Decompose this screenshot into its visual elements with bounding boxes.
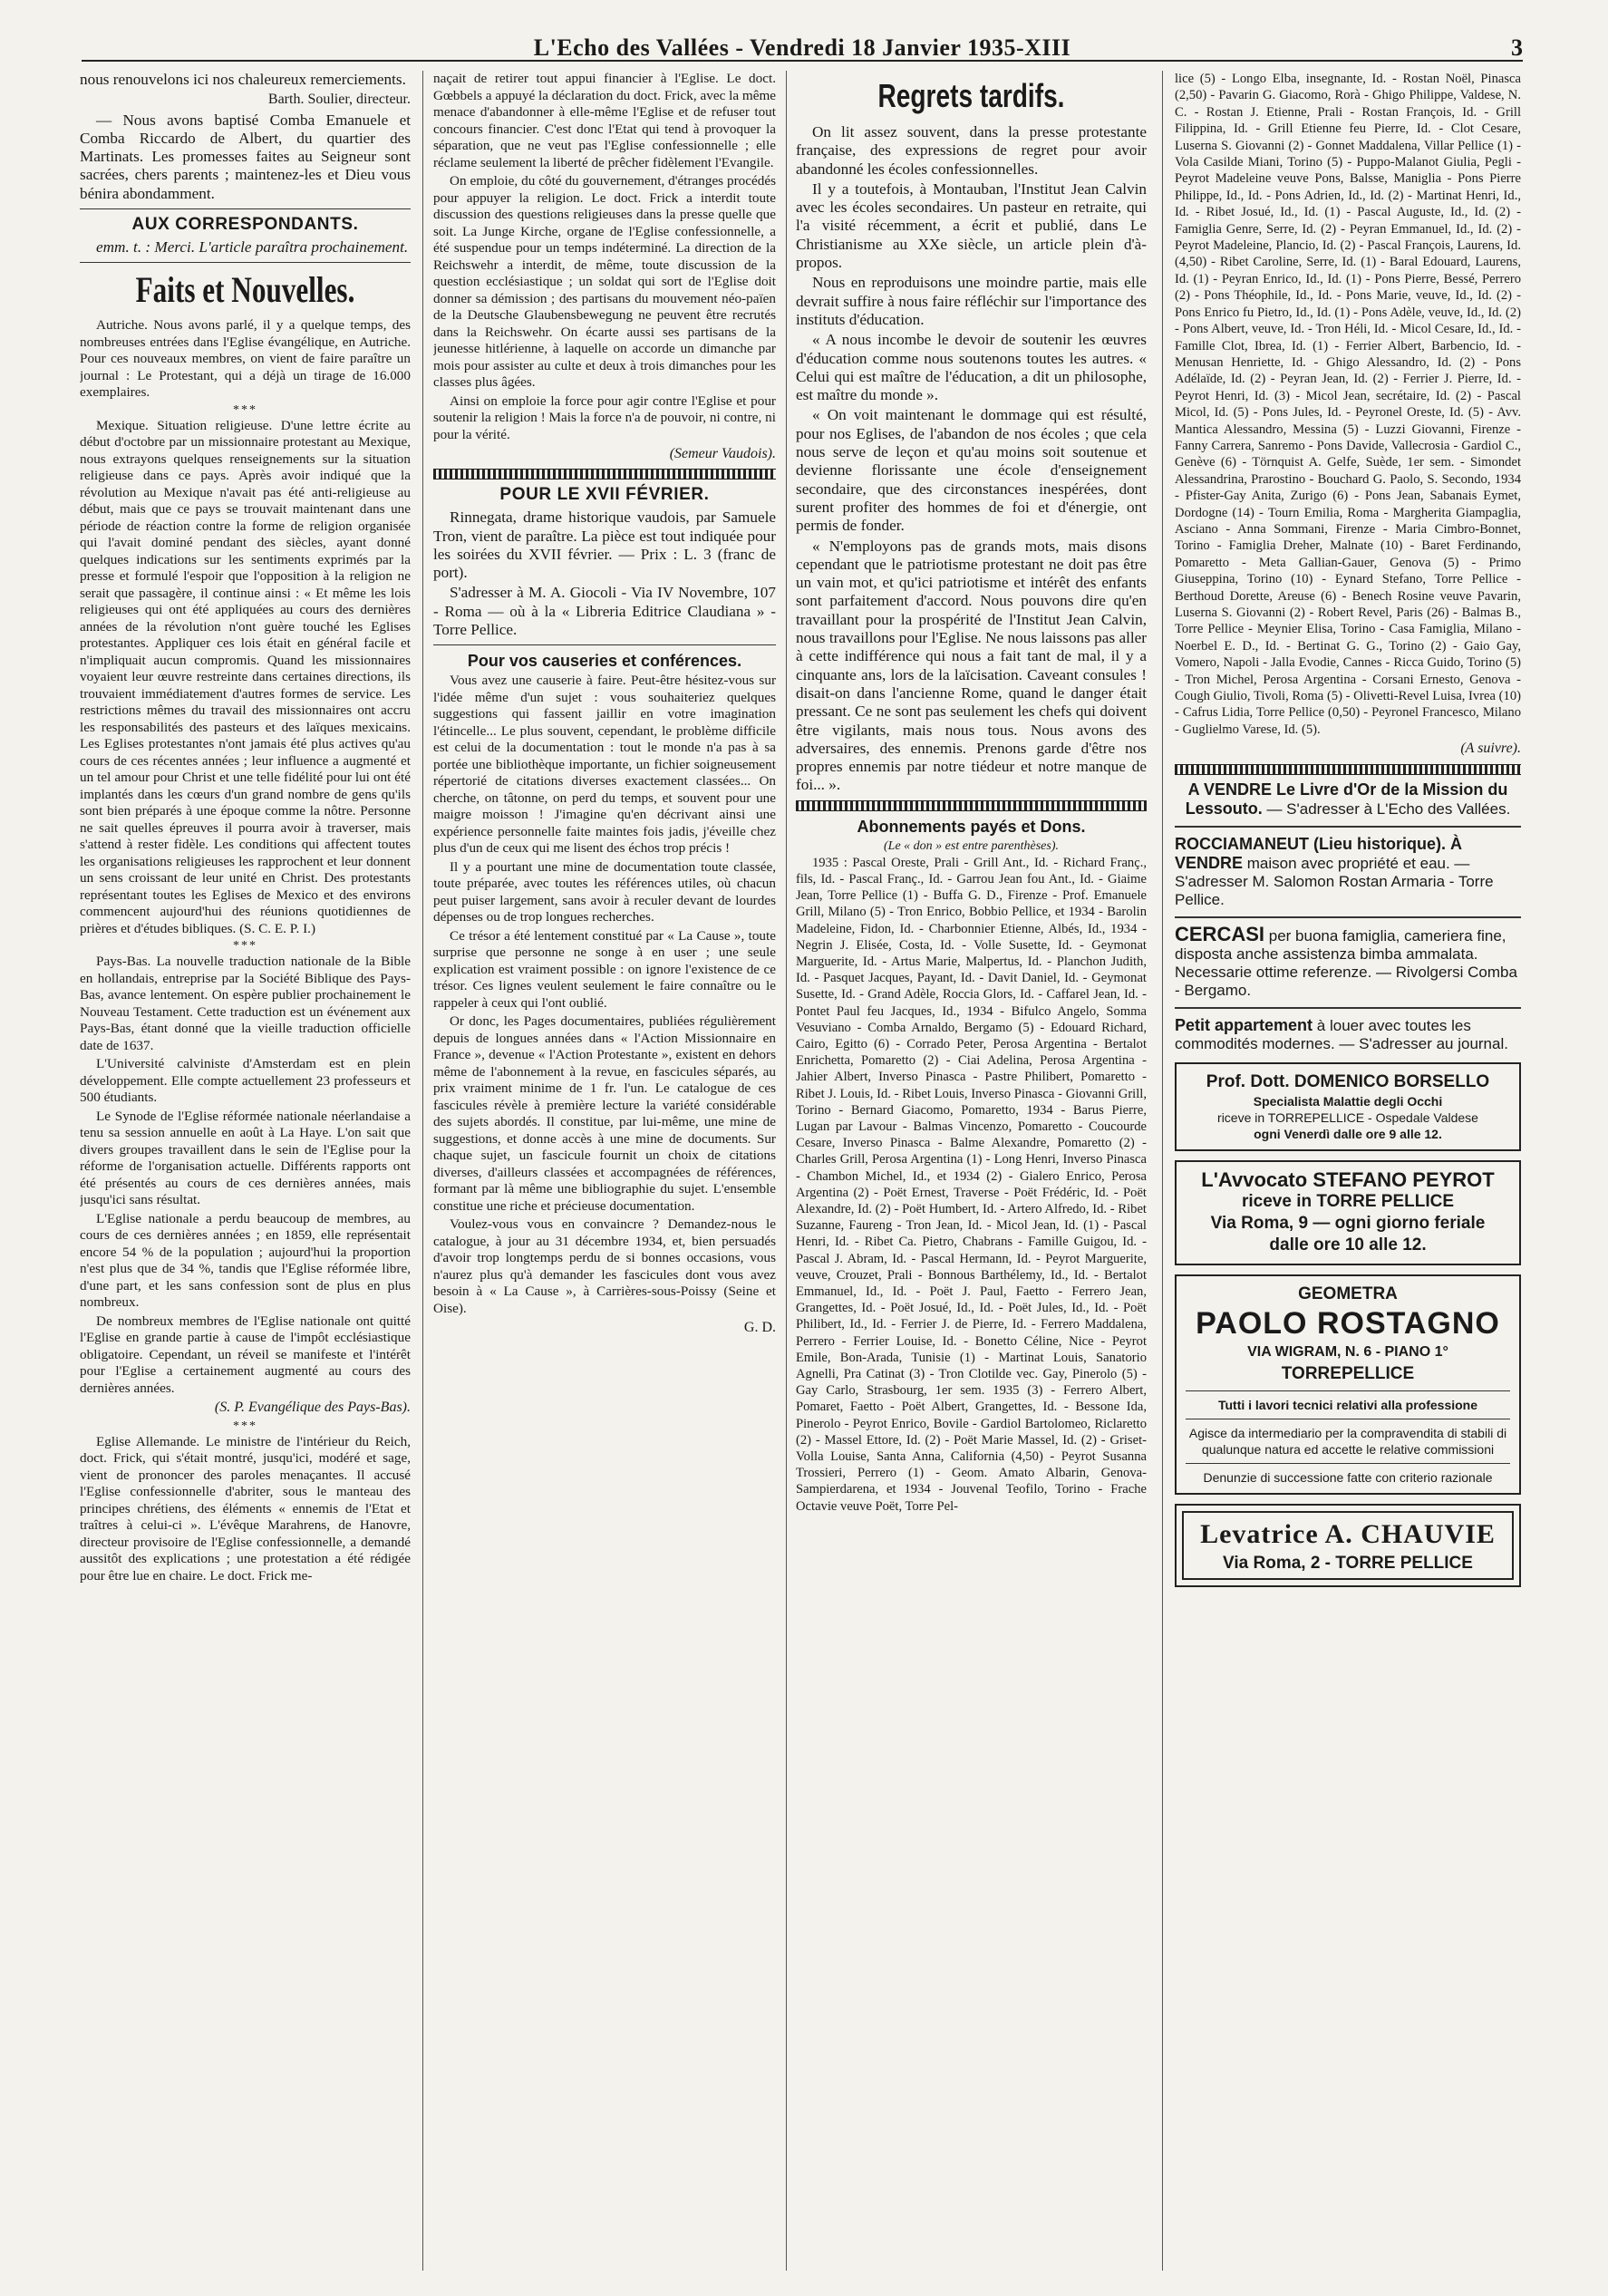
ad-text: à louer avec toutes les commodités modernes. — S'adresser au journal. — [1175, 1016, 1508, 1052]
ad-borsello — [1175, 1062, 1521, 1151]
ad-line: ogni Venerdì dalle ore 9 alle 12. — [1254, 1126, 1442, 1141]
column-divider — [422, 71, 423, 2271]
separator — [1186, 1390, 1510, 1391]
ad-line: GEOMETRA — [1298, 1284, 1398, 1303]
classified-ad — [1175, 1016, 1521, 1053]
column-2 — [433, 71, 776, 2271]
paragraph: Il y a toutefois, à Montauban, l'Institut Jean Calvin avec les écoles secondaires. Un pasteur en retraite, qui l'a visité récemment, a écrit et publié, dans Le Christianisme au XXe siècle, un article plein d'à-propos. — [796, 179, 1147, 272]
column-divider — [1162, 71, 1163, 2271]
separator — [433, 644, 776, 645]
section-heading: POUR LE XVII FÉVRIER. — [499, 485, 710, 505]
ad-text: — S'adresser à L'Echo des Vallées. — [1266, 799, 1511, 818]
page-number: 3 — [1511, 34, 1523, 61]
ad-line: TORREPELLICE — [1281, 1363, 1415, 1383]
ornamental-rule — [433, 469, 776, 480]
ornamental-rule — [1175, 764, 1521, 775]
ad-text: maison avec propriété et eau. — S'adresser M. Salomon Rostan Armaria - Torre Pellice. — [1175, 854, 1494, 908]
paragraph: On lit assez souvent, dans la presse protestante française, des expressions de regret pour avoir abandonné les écoles confessionnelles. — [796, 123, 1147, 178]
paragraph: Rinnegata, drame historique vaudois, par Samuele Tron, vient de paraître. La pièce est tout indiquée pour les soirées du XVII février. — Prix : L. 3 (franc de port). — [433, 509, 776, 582]
signature: (Semeur Vaudois). — [669, 446, 776, 461]
ad-line: dalle ore 10 alle 12. — [1269, 1235, 1427, 1255]
ad-title: Petit appartement — [1175, 1015, 1313, 1034]
donations-list: 1935 : Pascal Oreste, Prali - Grill Ant., Id. - Richard Franç., fils, Id. - Pascal Franç., Id. - Garrou Jean fou Ant., Id. - Giaime Jean, Torre Pellice (1) - Buffa G. D., Firenze - Prof. Emanuele Grill, Milano (5) - Tron Enrico, Bobbio Pellice, et 1934 - Barolin Madeleine, Fidon, Id. - Charbonnier Etienne, Albés, Id., 1934 - Negrin J. Elisée, Costa, Id. - Volle Susette, Id. - Geymonat Marguerite, Id. - Artus Marie, Malpertus, Id. - Planchon Judith, Id. - Pasquet Jacques, Payant, Id. - Davit Daniel, Id. - Geymonat Susette, Id. - Grand Adèle, Roccia Glors, Id. - Caffarel Jean, Id. - Pontet Paul feu Jacques, Id., 1934 - Bifulco Angelo, Somma Vesuviano - Comba Arnaldo, Bergamo (5) - Edouard Richard, Cairo, Egitto (6) - Corrado Peter, Perosa Argentina - Bertalot Enrichetta, Pomaretto (2) - Ciai Adelina, Perosa Argentina - Jahier Albert, Inverso Pinasca - Pastre Philibert, Pomaretto - Ribet J. Louis, Id. - Ribet Louis, Inverso Pinasca - Giovanni Grill, Torino - Bernard Giacomo, Pomaretto, 1934 - Barus Pierre, Lugan par Lavour - Balmas Vincenzo, Pomaretto - Coucourde Cesare, Inverso Pinasca - Balme Alexandre, Pomaretto (2) - Charles Grill, Perosa Argentina (1) - Long Henri, Inverso Pinasca - Chambon Michel, Id., et 1934 (2) - Gialero Enrico, Perosa Argentina (2) - Poët Ernest, Traverse - Poët Frédéric, Id. - Poët Alexandre, Id. (2) - Poët Humbert, Id. - Artero Alfredo, Id. - Ribet Suzanne, Faureng - Tron Jean, Id. - Micol Jean, Id. (1) - Pascal Henri, Id. - Ribet Ca. Pietro, Chabrans - Famille Guigou, Id. - Pascal J. Abram, Id. - Pascal Hermann, Id. - Peyrot Marguerite, veuve, Crouzet, Prali - Bonnous Barthélemy, Id., Id. - Bertalot Emmanuel, Id., Id. - Poët J. Paul, Faetto - Ferrero Jean, Grangettes, Id. - Poët Josué, Id., Id. - Poët Jules, Id., Id. - Poët Philibert, Id., Id. - Ferrier J. de Pierre, Id. - Ferrero Maddalena, Perrero - Ferrier Louise, Id. - Bonetto Céline, Nice - Peyrot Emile, Bon-Arada, Tunisie (1) - Martinat Louis, Sanatorio Agnelli, Pra Catinat (3) - Tron Clotilde vec. Gay, Pinerolo (5) - Gay Carlo, Strasbourg, 1er sem. 1935 (3) - Ferrero Albert, Pomaret, Faetto - Poët Albert, Grangettes, Id. - Bessone Ida, Pinerolo - Peyrot Enrico, Bovile - Gardiol Bartolomeo, Riclaretto (2) - Massel Ettore, Id. (2) - Poët Marie Massel, Id. (2) - Griset-Volla Louise, Santa Anna, California (4,50) - Peyrot Susanna Trossieri, Perrero (1) - Geom. Amato Albarin, Genova-Sampierdarena, et 1934 - Jouvenal Teofilo, Torino - Frache Octavie veuve Poët, Torre Pel- — [796, 855, 1147, 1514]
paragraph: Eglise Allemande. Le ministre de l'intérieur du Reich, doct. Frick, qui s'était montré, jusqu'ici, modéré et sage, vient de prononcer des paroles menaçantes. Il accusé l'Eglise confessionnelle d'abriter, sous le manteau des principes chrétiens, des éléments « ennemis de l'Etat et traîtres à celui-ci ». L'évêque Marahrens, de Hanovre, directeur provisoire de l'Eglise confessionnelle, a demandé aussitôt des explications ; une protestation a été rédigée pour être lue en chaire. Le doct. Frick me- — [80, 1433, 411, 1584]
signature: G. D. — [743, 1320, 776, 1336]
signature: Barth. Soulier, directeur. — [267, 92, 411, 108]
separator — [80, 262, 411, 263]
paragraph: Voulez-vous vous en convaincre ? Demandez-nous le catalogue, à jour au 31 décembre 1934, et, bien persuadés d'avoir trop longtemps perdu de si bonnes occasions, vous n'aurez plus qu'à demander les fascicules dont vous avez besoin à « La Cause », à Carrières-sous-Poissy (Seine et Oise). — [433, 1216, 776, 1316]
column-3 — [796, 71, 1147, 2271]
stars-divider: *** — [233, 939, 257, 954]
paragraph: nous renouvelons ici nos chaleureux remerciements. — [80, 71, 406, 88]
separator — [1175, 916, 1521, 918]
ad-line: Denunzie di successione fatte con criterio razionale — [1203, 1469, 1493, 1485]
separator — [80, 208, 411, 209]
stars-divider: *** — [233, 1419, 257, 1433]
paragraph: L'Eglise nationale a perdu beaucoup de membres, au cours de ces dernières années ; en 1859, elle représentait encore 54 % de la population ; aujourd'hui la proportion n'est plus que de 34 %, tandis que l'Eglise réformée libre, d'une part, et les sans confession sont de plus en plus nombreux. — [80, 1210, 411, 1311]
ad-title: CERCASI — [1175, 922, 1265, 945]
section-heading: AUX CORRESPONDANTS. — [131, 215, 359, 235]
masthead-title: L'Echo des Vallées - Vendredi 18 Janvier 1935-XIII — [533, 34, 1071, 61]
separator — [1175, 1007, 1521, 1009]
ad-line: riceve in TORREPELLICE - Ospedale Valdese — [1217, 1109, 1478, 1125]
paragraph: Mexique. Situation religieuse. D'une lettre écrite au début d'octobre par un missionnaire protestant au Mexique, nous extrayons quelques renseignements sur la situation religieuse dans ce pays. Après avoir indiqué que la révolution au Mexique n'avait pas été anti-religieuse au début, mais que ce pays se trouvait maintenant dans une période de réaction contre la forme de religion organisée qui l'avait dominé pendant des siècles, ayant donné quelques indications sur les sentiments exprimés par la presse et formulé l'espoir que l'opposition à la religion ne serait que passagère, il continue ainsi : « Et même les lois religieuses qui ont été appliquées au cours des dernières années de la révolution n'ont guère touché les Eglises protestantes. Appliquer ces lois était en général facile et n'impliquait aucun compromis. Quand les missionnaires voyaient leur œuvre restreinte dans certaines directions, ils trouvaient immédiatement d'autres formes de service. Les restrictions mêmes du travail des missionnaires ont accru les responsabilités des pasteurs et des laïques mexicains. Les Eglises protestantes n'ont jamais été plus actives qu'au cours de ces récentes années ; leur influence a augmenté et un tel amour pour Christ et une telle fidélité pour lui ont été implantés dans les cœurs d'un grand nombre de gens qu'ils sont bien préparés à une époque comme la nôtre. Personne ne sait quelles épreuves il pourra avoir à traverser, mais s'attend à rester fidèle. Les conditions qui affectent toutes les organisations religieuses les rapprochent et leur donnent un sens croissant de leur unité en Christ. Des protestants représentant toutes les Eglises de Mexico et des environs commencent aujourd'hui des réunions quotidiennes de prières et d'études bibliques. (S. C. E. P. I.) — [80, 417, 411, 936]
ad-line: riceve in TORRE PELLICE — [1241, 1191, 1455, 1211]
section-heading: Abonnements payés et Dons. — [857, 817, 1086, 836]
ad-line: PAOLO ROSTAGNO — [1196, 1305, 1500, 1341]
ad-title: A VENDRE Le Livre d'Or de la Mission du Lessouto. — [1185, 780, 1508, 818]
paragraph: « N'employons pas de grands mots, mais disons cependant que le patriotisme protestant ne doit pas être un vain mot, et qu'ici patriotisme et intérêt des enfants sont parfaitement d'accord. Nous pouvons dire qu'en travaillant pour la prospérité de l'Institut Jean Calvin, nous travaillons pour l'Eglise. Ne nous laissons pas aller à cette indifférence qui nous a fait tant de mal, il y a cinquante ans, lors de la laïcisation. Caveant consules ! disait-on dans l'ancienne Rome, quand le danger était pressant. Ce ne sont pas seulement les chefs qui doivent être vigilants, mais nous tous. Nous avons des adversaires, des ennemis. Prenons garde d'être nos propres ennemis par notre tiédeur et notre manque de foi... ». — [796, 537, 1147, 794]
donations-list: lice (5) - Longo Elba, insegnante, Id. - Rostan Noël, Pinasca (2,50) - Pavarin G. Giacomo, Rorà - Ghigo Philippe, Valdese, N. C. - Rostan J. Etienne, Prali - Rostan François, Id. - Grill Filippina, Id. - Grill Etienne feu Pierre, Id. - Clot Cesare, Luserna S. Giovanni (2) - Gonnet Maddalena, Villar Pellice (1) - Vola Casilde Miani, Torino (5) - Puppo-Malanot Giulia, Pegli - Peyrot Madeleine veuve Pons, Balsse, Maniglia - Pons Pierre Philippe, Id., Id. - Pons Adrien, Id., Id. (2) - Martinat Henri, Id., Id. - Ribet Josué, Id., Id. (1) - Pascal Auguste, Id., Id. (2) - Famiglia Genre, Serre, Id. (2) - Peyran Emmanuel, Id., Id. (2) - Peyrot Madeleine, Plancio, Id. (2) - Pascal François, Laurens, Id. (4,50) - Ribet Caroline, Serre, Id. (1) - Baral Edouard, Laurens, Id. (1) - Peyran Enrico, Id., Id. (1) - Pons Pierre, Bessé, Perrero (2) - Pons Théophile, Id., Id. - Pons Marie, veuve, Id., Id. (2) - Pons Enrico fu Pietro, Id., Id. (1) - Pons Adèle, veuve, Id., Id. (2) - Pons Albert, veuve, Id. - Tron Héli, Id. - Micol Cesare, Id., Id. - Famille Clot, Ibrea, Id. (1) - Ferrier Albert, Barbencio, Id. - Menusan Henriette, Id. - Ghigo Alessandro, Id. (2) - Pons Adélaïde, Id. (2) - Peyran Jean, Id. (2) - Ferrier J. Pierre, Id. - Peyrot Henri, Id. (3) - Micol Jean, secrétaire, Id. (2) - Pascal Micol, Id. (5) - Pons Jules, Id. - Peyronel Oreste, Id. (5) - Avv. Mantica Alessandro, Messina (5) - Luzzi Giovanni, Firenze - Fanny Carrera, Sanremo - Pons Davide, Vallecrosia - Gardiol C., Genève (6) - Törnquist A. Gelfe, Suède, 1er sem. - Simondet Alessandrina, Prarostino - Bouchard G. Paolo, S. Secondo, 1934 - Pfister-Gay Anita, Zurigo (6) - Pons Jean, Sabanais Eymet, Dordogne (14) - Tourn Emilia, Roma - Margherita Giampaglia, Asciano - Anna Sommani, Firenze - Maria Cimbro-Bonnet, Torino - Famiglia Dreher, Malnate (10) - Baret Ferdinando, Pomaretto - Meta Gallian-Gauer, Genova (5) - Primo Giuseppina, Torino (10) - Eynard Stefano, Torre Pellice - Berthoud Dorette, Areuse (6) - Benech Rosine veuve Pavarin, Luserna S. Giovanni (2) - Robert Revel, Paris (26) - Balmas B., Torre Pellice - Meynier Elisa, Torino - Casa Famiglia, Milano - Noerbel E. D., Id. - Bertinat G. G., Torino (2) - Gaio Gay, Vomero, Napoli - Jalla Evodie, Cannes - Ricca Guido, Torino (5) - Tron Michel, Perosa Argentina - Corsani Ernesto, Genova - Cough Giulio, Tivoli, Roma (5) - Olivetti-Revel Luisa, Ivrea (10) - Cafrus Lidia, Torre Pellice (0,50) - Peyronel Francesco, Milano - Guglielmo Varese, Id. (5). — [1175, 72, 1521, 737]
paragraph: L'Université calviniste d'Amsterdam est en plein développement. Elle compte actuellement 23 professeurs et 500 étudiants. — [80, 1056, 411, 1106]
ad-line: Specialista Malattie degli Occhi — [1253, 1093, 1443, 1109]
paragraph: Autriche. Nous avons parlé, il y a quelque temps, des nombreuses entrées dans l'Eglise évangélique, en Autriche. Pour ces nouveaux membres, on vient de faire paraître un journal : Le Protestant, qui a déjà un tirage de 16.000 exemplaires. — [80, 317, 411, 401]
ad-line: Via Roma, 2 - TORRE PELLICE — [1223, 1553, 1473, 1573]
paragraph: Ainsi on emploie la force pour agir contre l'Eglise et pour soutenir la religion ! Mais la force n'a de pouvoir, ni contre, ni pour la vérité. — [433, 392, 776, 442]
section-heading: Pour vos causeries et conférences. — [467, 652, 742, 671]
column-divider — [786, 71, 787, 2271]
stars-divider: *** — [233, 402, 257, 417]
ad-line: Levatrice A. CHAUVIE — [1200, 1518, 1496, 1549]
section-heading: Regrets tardifs. — [877, 77, 1065, 114]
ad-line: Prof. Dott. DOMENICO BORSELLO — [1206, 1071, 1490, 1091]
paragraph: « A nous incombe le devoir de soutenir les œuvres d'éducation comme nous soutenons toutes les autres. « Celui qui est maître de l'éducation, a dit un philosophe, est maître du monde ». — [796, 331, 1147, 404]
paragraph: On emploie, du côté du gouvernement, d'étranges procédés pour appuyer la religion. Le doct. Frick a interdit toute discussion des questions religieuses dans la presse quelle que soit. La Junge Kirche, organe de l'Eglise confessionnelle, a été suspendue pour un temps indéterminé. La direction de la Reichswehr a interdit, de même, toute discussion de la question ecclésiastique ; un soldat qui sort de l'Eglise doit donner sa démission ; des partisans du mouvement néo-païen de la Deutsche Glaubensbewegung ne peuvent être recrutés dans la Reichswehr. On écarte aussi ses partisans de la jeunesse hitlérienne, à laquelle on accorde un dimanche par mois pour assister au culte et deux à trois dimanches pour les classes plus âgées. — [433, 173, 776, 390]
separator — [1186, 1463, 1510, 1464]
separator — [1175, 826, 1521, 828]
paragraph: Le Synode de l'Eglise réformée nationale néerlandaise a tenu sa session annuelle en août à La Haye. L'on sait que divers groupes travaillent dans le sein de l'Eglise pour la réforme de l'organisation actuelle. Différents rapports ont été présentés au cours de ces dernières années, mais jusqu'ici sans résultat. — [80, 1108, 411, 1208]
paragraph: Ce trésor a été lentement constitué par « La Cause », toute surprise que personne ne songe à en user ; une seule explication est vraiment possible : on ignore l'existence de ce trésor. Ces lignes veulent seulement le faire connaître ou le rappeler à ceux qui l'ont oublié. — [433, 927, 776, 1011]
ad-line: VIA WIGRAM, N. 6 - PIANO 1° — [1247, 1343, 1448, 1360]
ad-rostagno — [1175, 1274, 1521, 1495]
paragraph: S'adresser à M. A. Giocoli - Via IV Novembre, 107 - Roma — où à la « Libreria Editrice Claudiana » - Torre Pellice. — [433, 584, 776, 639]
section-heading: Faits et Nouvelles. — [135, 269, 355, 311]
ad-line: L'Avvocato STEFANO PEYROT — [1201, 1167, 1495, 1191]
ornamental-rule — [796, 800, 1147, 811]
paragraph: naçait de retirer tout appui financier à l'Eglise. Le doct. Gœbbels a appuyé la déclaration du doct. Frick, avec la même menace d'abandonner à elle-même l'Eglise et de refuser tout concours financier. C'est donc l'Etat qui tend à provoquer la séparation, que ne veut pas l'Eglise confessionnelle ; elle réclame seulement la liberté de prêcher fidèlement l'Evangile. — [433, 71, 776, 170]
ad-chauvie — [1175, 1504, 1521, 1587]
ad-line: Tutti i lavori tecnici relativi alla professione — [1217, 1397, 1478, 1412]
paragraph: Nous en reproduisons une moindre partie, mais elle devrait suffire à nous faire réfléchir sur l'importance des instituts d'éducation. — [796, 274, 1147, 328]
ad-line: Via Roma, 9 — ogni giorno feriale — [1210, 1213, 1486, 1233]
ad-text: per buona famiglia, cameriera fine, disposta anche assistenza bimba ammalata. Necessarie ottime referenze. — Rivolgersi Comba - Bergamo. — [1175, 926, 1517, 999]
page-header — [82, 34, 1523, 62]
classified-ad — [1175, 835, 1521, 909]
classified-ad — [1175, 780, 1521, 819]
paragraph: emm. t. : Merci. L'article paraîtra prochainement. — [96, 238, 409, 257]
paragraph: — Nous avons baptisé Comba Emanuele et Comba Riccardo de Albert, du quartier des Martinats. Les promesses faites au Seigneur sont sacrées, chers parents ; maintenez-les et Dieu vous bénira abondamment. — [80, 111, 411, 202]
column-1 — [80, 71, 411, 2271]
paragraph: Pays-Bas. La nouvelle traduction nationale de la Bible en hollandais, entreprise par la Société Biblique des Pays-Bas, avance lentement. On espère publier prochainement le Nouveau Testament. Cette traduction est un événement aux Pays-Bas, étant donné que la vieille traduction officielle date de 1637. — [80, 954, 411, 1053]
ad-title: ROCCIAMANEUT (Lieu historique). À VENDRE — [1175, 834, 1462, 872]
paragraph: « On voit maintenant le dommage qui est résulté, pour nos Eglises, de l'abandon de nos écoles ; que cela nous serve de leçon et qu'au moins soit soutenue et devienne florissante une école d'enseignement secondaire, que des circonstances inespérées, dont surent profiter des hommes de foi et d'énergie, ont permis de fonder. — [796, 406, 1147, 535]
subheading: (Le « don » est entre parenthèses). — [884, 838, 1059, 853]
paragraph: Or donc, les Pages documentaires, publiées régulièrement depuis de longues années dans « l'Action Missionnaire en France », devenue « l'Action Protestante », existent en dehors même de l'abonnement à la revue, en fascicules séparés, au prix vraiment minime de 1 fr. l'un. Le catalogue de ces fascicules révèle à première lecture la variété considérable des sujets abordés. Il constitue, par lui-même, une mine de suggestions, et donne accès à une mine de documents. Sur chaque sujet, un fascicule fournit un choix de citations diverses, d'ailleurs classées et accompagnées de références, formant par là même une bibliographie du sujet. L'ensemble constitue une riche et précieuse documentation. — [433, 1013, 776, 1214]
ad-line: Agisce da intermediario per la compravendita di stabili di qualunque natura ed accette le relative commissioni — [1188, 1425, 1507, 1457]
paragraph: De nombreux membres de l'Eglise nationale ont quitté l'Eglise en grande partie à cause de l'impôt ecclésiastique obligatoire. Cependant, un réveil se manifeste et l'intérêt pour l'Eglise a certainement augmenté au cours des dernières années. — [80, 1313, 411, 1396]
paragraph: Vous avez une causerie à faire. Peut-être hésitez-vous sur l'idée même d'un sujet : vous souhaiteriez quelques suggestions qui fassent jaillir en votre imagination l'étincelle... Le plus souvent, cependant, le problème difficile est celui de la documentation : tout le monde n'a pas à sa portée une bibliothèque importante, un fichier soigneusement répertorié de citations diverses exactement classées... On cherche, on tâtonne, on perd du temps, et souvent pour une maigre moisson ! J'imagine qu'en décrivant ainsi une expérience personnelle faite maintes fois jadis, j'éveille chez plus d'un de ceux qui me lisent des échos trop précis ! — [433, 673, 776, 857]
continued-note: (A suivre). — [1460, 741, 1521, 757]
classified-ad — [1175, 922, 1521, 1000]
paragraph: Il y a pourtant une mine de documentation toute classée, toute préparée, avec toutes les références utiles, où chacun peut puiser largement, sans avoir à reculer devant de lourdes dépenses ou de trop longues recherches. — [433, 858, 776, 925]
signature: (S. P. Evangélique des Pays-Bas). — [214, 1400, 411, 1416]
ad-peyrot — [1175, 1160, 1521, 1265]
column-4 — [1175, 71, 1521, 2271]
